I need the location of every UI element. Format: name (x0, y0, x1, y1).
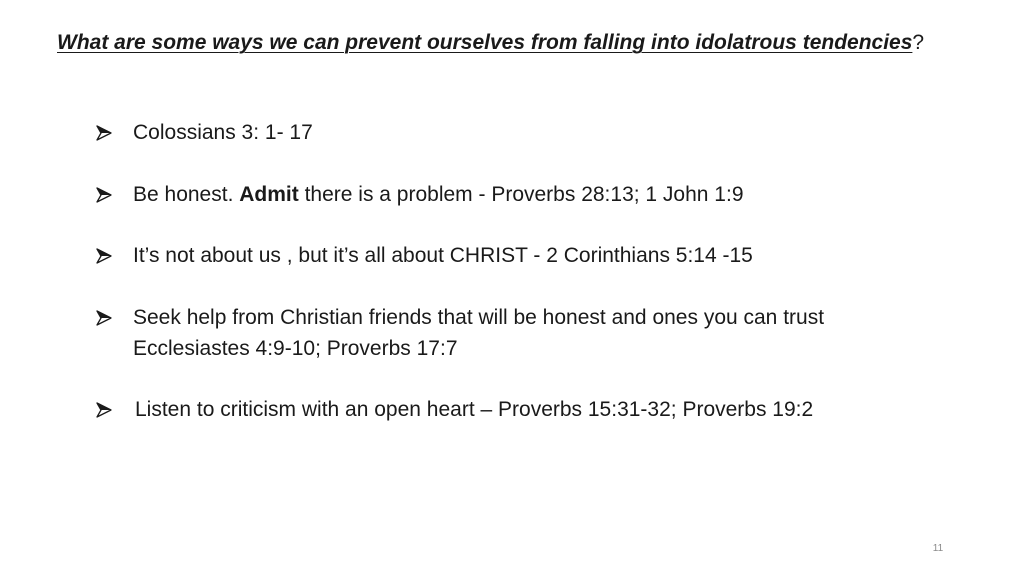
slide-heading (57, 27, 937, 58)
arrow-bullet-icon (96, 187, 112, 203)
bullet-text-line2: Ecclesiastes 4:9-10; Proverbs 17:7 (133, 337, 458, 360)
arrow-bullet-icon (96, 310, 112, 326)
bullet-text: Listen to criticism with an open heart – Proverbs 15:31-32; Proverbs 19:2 (135, 398, 814, 421)
bullet-text-prefix: Be honest. (133, 183, 240, 206)
bullet-text-suffix: there is a problem - Proverbs 28:13; 1 John 1:9 (298, 183, 744, 206)
bullet-item-colossians (96, 117, 976, 148)
bullet-item-christ (96, 240, 976, 271)
arrow-bullet-icon (96, 248, 112, 264)
bullet-text-bold: Admit (239, 183, 299, 206)
bullet-item-seek-help (96, 302, 976, 364)
bullet-item-be-honest (96, 179, 976, 210)
bullet-text (133, 179, 976, 210)
bullet-text: Colossians 3: 1- 17 (133, 121, 313, 144)
arrow-bullet-icon (96, 125, 112, 141)
heading-question: What are some ways we can prevent ourselves from falling into idolatrous tendencies (57, 31, 913, 54)
bullet-text-line1: Seek help from Christian friends that will be honest and ones you can trust (133, 306, 825, 329)
heading-question-mark: ? (912, 31, 925, 54)
bullet-item-criticism (96, 394, 976, 425)
page-number: 11 (932, 543, 944, 554)
bullet-text: It’s not about us , but it’s all about CHRIST - 2 Corinthians 5:14 -15 (133, 244, 753, 267)
bullet-text (133, 302, 976, 364)
arrow-bullet-icon (96, 402, 112, 418)
